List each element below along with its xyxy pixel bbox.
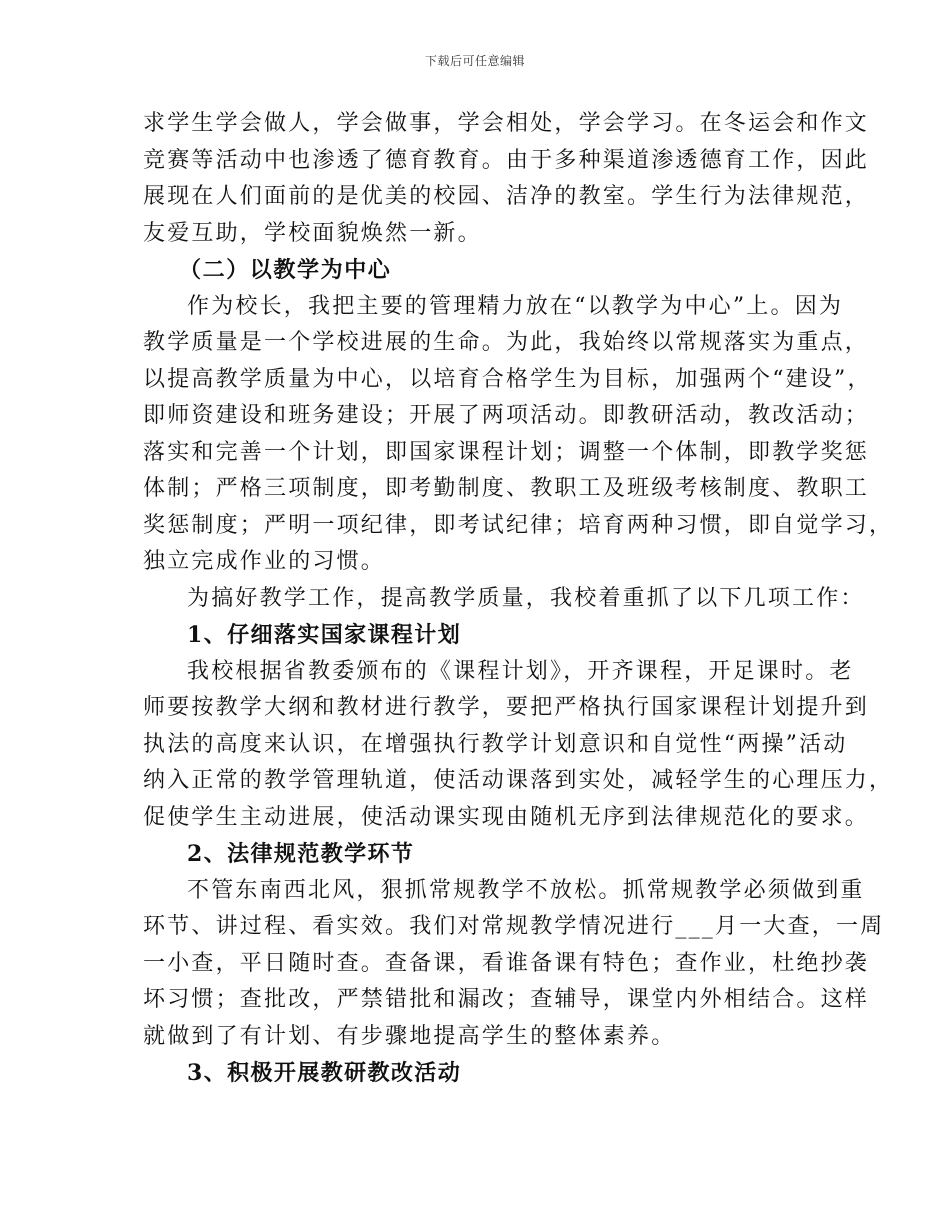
paragraph-line: 竞赛等活动中也渗透了德育教育。由于多种渠道渗透德育工作，因此 [143, 147, 870, 173]
paragraph-line: 就做到了有计划、有步骤地提高学生的整体素养。 [143, 1023, 676, 1049]
paragraph-line: 不管东南西北风，狠抓常规教学不放松。抓常规教学必须做到重 [187, 877, 865, 903]
section-heading: （二）以教学为中心 [179, 257, 392, 283]
paragraph-line: 纳入正常的教学管理轨道，使活动课落到实处，减轻学生的心理压力， [143, 768, 894, 793]
paragraph-line: 求学生学会做人，学会做事，学会相处，学会学习。在冬运会和作文 [143, 111, 870, 136]
paragraph-line: 环节、讲过程、看实效。我们对常规教学情况进行___月一大查，一周 [143, 914, 885, 939]
document-body [143, 106, 894, 1092]
paragraph-line: 展现在人们面前的是优美的校园、洁净的教室。学生行为法律规范， [143, 184, 870, 209]
paragraph-line: 我校根据省教委颁布的《课程计划》，开齐课程，开足课时。老 [187, 658, 854, 684]
paragraph-line: 友爱互助，学校面貌焕然一新。 [143, 220, 482, 246]
paragraph-line: 促使学生主动进展，使活动课实现由随机无序到法律规范化的要求。 [143, 804, 870, 830]
paragraph-line: 坏习惯；查批改，严禁错批和漏改；查辅导，课堂内外相结合。这样 [143, 987, 870, 1012]
paragraph-line: 奖惩制度；严明一项纪律，即考试纪律；培育两种习惯，即自觉学习， [143, 512, 894, 538]
paragraph-line: 作为校长，我把主要的管理精力放在“以教学为中心”上。因为 [187, 293, 844, 319]
page-header-note: 下载后可任意编辑 [424, 54, 525, 68]
paragraph-line: 即师资建设和班务建设；开展了两项活动。即教研活动，教改活动； [143, 403, 870, 428]
item-heading: 3、积极开展教研教改活动 [187, 1060, 462, 1086]
item-heading: 1、仔细落实国家课程计划 [187, 622, 462, 648]
paragraph-line: 以提高教学质量为中心，以培育合格学生为目标，加强两个“建设”， [143, 366, 872, 392]
paragraph-line: 为搞好教学工作，提高教学质量，我校着重抓了以下几项工作： [187, 585, 865, 611]
item-heading: 2、法律规范教学环节 [187, 841, 415, 867]
paragraph-line: 执法的高度来认识，在增强执行教学计划意识和自觉性“两操”活动 [143, 731, 848, 757]
paragraph-line: 师要按教学大纲和教材进行教学，要把严格执行国家课程计划提升到 [143, 695, 870, 720]
paragraph-line: 教学质量是一个学校进展的生命。为此，我始终以常规落实为重点， [143, 330, 870, 355]
paragraph-line: 一小查，平日随时查。查备课，看谁备课有特色；查作业，杜绝抄袭 [143, 950, 870, 976]
paragraph-line: 落实和完善一个计划，即国家课程计划；调整一个体制，即教学奖惩 [143, 439, 870, 465]
paragraph-line: 体制；严格三项制度，即考勤制度、教职工及班级考核制度、教职工 [143, 476, 870, 501]
paragraph-line: 独立完成作业的习惯。 [143, 549, 386, 574]
